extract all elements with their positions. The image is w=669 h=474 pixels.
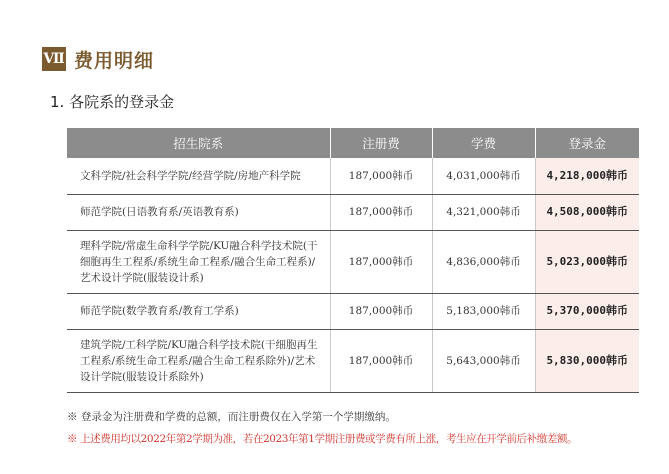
header-total: 登录金 xyxy=(535,128,639,158)
header-tuition: 学费 xyxy=(432,128,535,158)
table-row xyxy=(67,194,639,230)
header-registration-fee: 注册费 xyxy=(330,128,432,158)
footnote-total-definition: ※ 登录金为注册费和学费的总额，而注册费仅在入学第一个学期缴纳。 xyxy=(67,411,396,423)
cell-total: 4,508,000韩币 xyxy=(535,194,639,230)
table-header-row xyxy=(67,128,639,158)
cell-registration-fee: 187,000韩币 xyxy=(330,293,432,329)
section-header xyxy=(42,44,154,74)
cell-department: 建筑学院/工科学院/KU融合科学技术院(干细胞再生工程系/系统生命工程系/融合生命工程系除外)/艺术设计学院(服装设计系除外) xyxy=(67,329,330,392)
cell-tuition: 4,031,000韩币 xyxy=(432,158,535,194)
table-row xyxy=(67,329,639,392)
cell-department: 文科学院/社会科学学院/经营学院/房地产科学院 xyxy=(67,158,330,194)
table-row xyxy=(67,293,639,329)
cell-registration-fee: 187,000韩币 xyxy=(330,194,432,230)
subheading: 1. 各院系的登录金 xyxy=(50,93,175,111)
cell-tuition: 5,183,000韩币 xyxy=(432,293,535,329)
fee-table xyxy=(67,128,639,393)
cell-registration-fee: 187,000韩币 xyxy=(330,158,432,194)
cell-tuition: 5,643,000韩币 xyxy=(432,329,535,392)
cell-registration-fee: 187,000韩币 xyxy=(330,329,432,392)
cell-department: 理科学院/常虚生命科学学院/KU融合科学技术院(干细胞再生工程系/系统生命工程系/融合生命工程系)/艺术设计学院(服装设计系) xyxy=(67,230,330,293)
footnote-fee-adjustment: ※ 上述费用均以2022年第2学期为准，若在2023年第1学期注册费或学费有所上涨，考生应在开学前后补缴差额。 xyxy=(67,433,578,445)
section-title: 费用明细 xyxy=(74,49,155,72)
cell-tuition: 4,836,000韩币 xyxy=(432,230,535,293)
cell-department: 师范学院(数学教育系/教育工学系) xyxy=(67,293,330,329)
table-row xyxy=(67,158,639,194)
cell-total: 4,218,000韩币 xyxy=(535,158,639,194)
cell-total: 5,830,000韩币 xyxy=(535,329,639,392)
section-numeral-badge: Ⅶ xyxy=(42,47,66,71)
cell-total: 5,370,000韩币 xyxy=(535,293,639,329)
table-row xyxy=(67,230,639,293)
header-department: 招生院系 xyxy=(67,128,330,158)
cell-total: 5,023,000韩币 xyxy=(535,230,639,293)
cell-tuition: 4,321,000韩币 xyxy=(432,194,535,230)
cell-registration-fee: 187,000韩币 xyxy=(330,230,432,293)
cell-department: 师范学院(日语教育系/英语教育系) xyxy=(67,194,330,230)
